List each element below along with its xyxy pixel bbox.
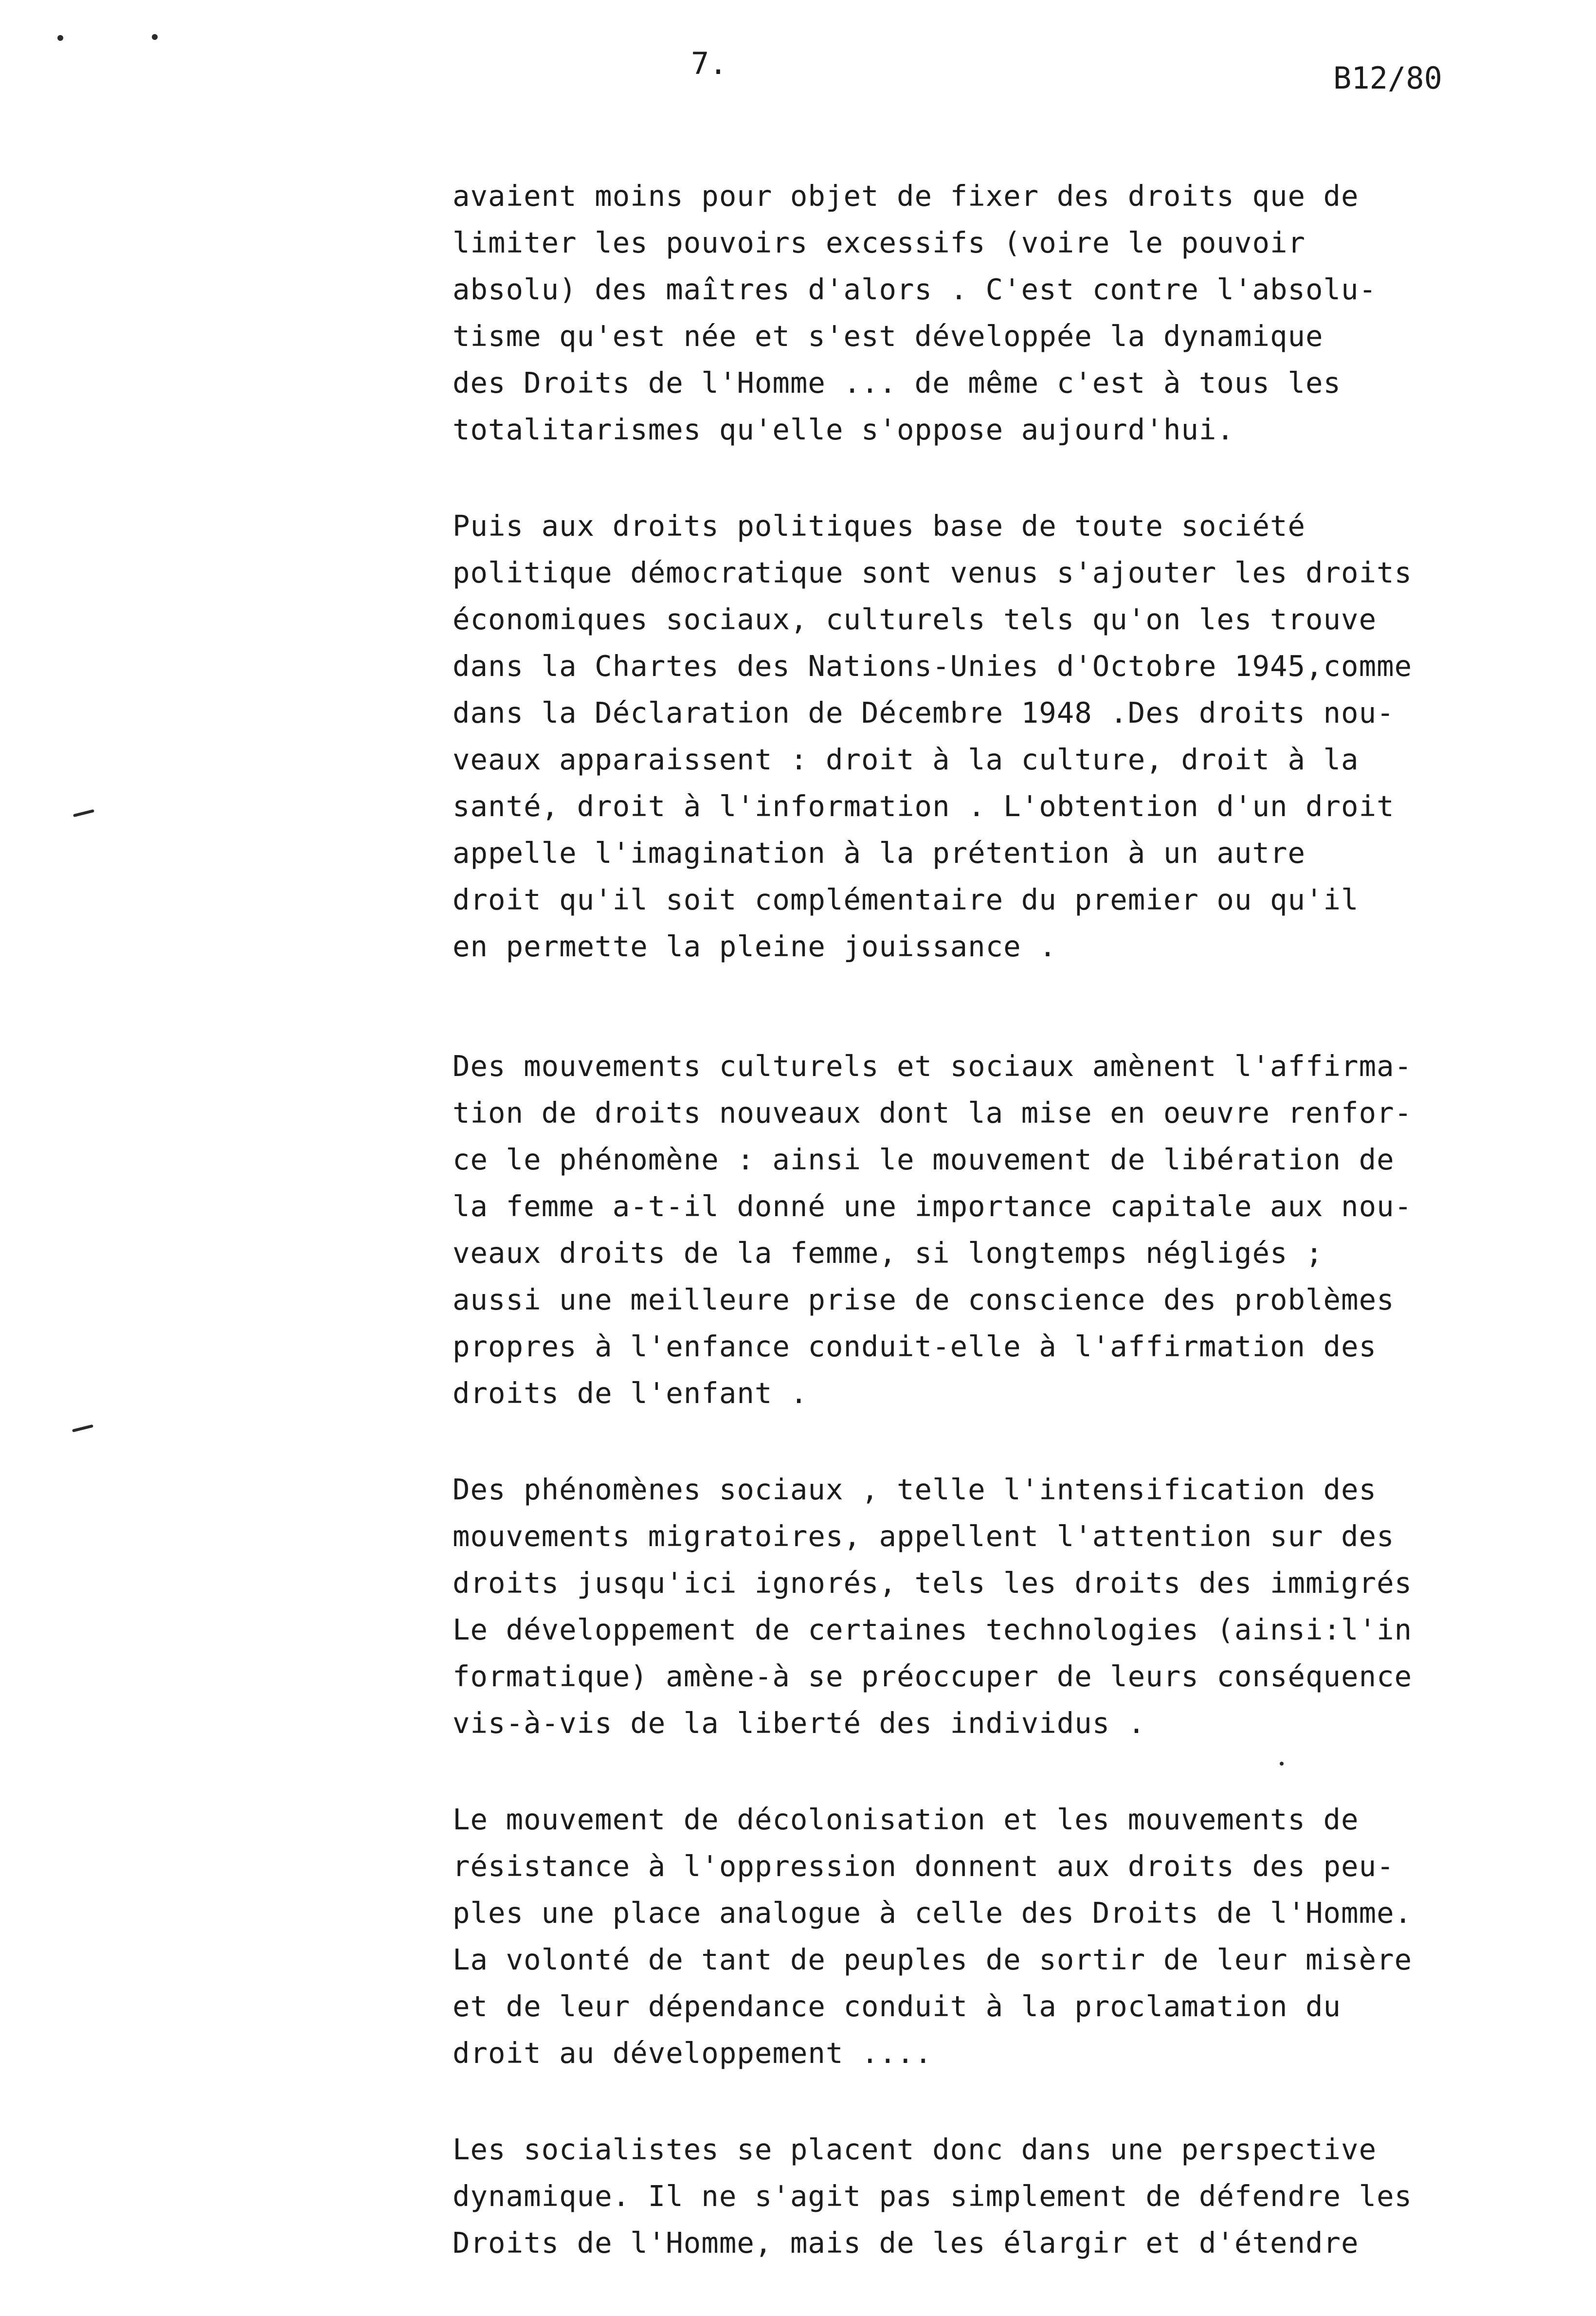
- text-line: aussi une meilleure prise de conscience des problèmes: [453, 1283, 1395, 1316]
- text-line: Les socialistes se placent donc dans une perspective: [453, 2133, 1377, 2166]
- text-line: des Droits de l'Homme ... de même c'est à tous les: [453, 366, 1342, 400]
- paragraph-phenomenes-sociaux: [453, 1466, 1542, 1747]
- text-line: Des mouvements culturels et sociaux amènent l'affirma-: [453, 1049, 1413, 1083]
- text-line: limiter les pouvoirs excessifs (voire le pouvoir: [453, 226, 1306, 259]
- text-line: appelle l'imagination à la prétention à un autre: [453, 836, 1306, 870]
- text-line: droits de l'enfant .: [453, 1376, 808, 1410]
- text-line: résistance à l'oppression donnent aux droits des peu-: [453, 1849, 1395, 1883]
- text-line: dans la Déclaration de Décembre 1948 .Des droits nou-: [453, 696, 1395, 729]
- margin-mark: [72, 1424, 93, 1432]
- text-line: formatique) amène-à se préoccuper de leurs conséquence: [453, 1659, 1413, 1693]
- text-line: tisme qu'est née et s'est développée la dynamique: [453, 319, 1324, 353]
- text-line: droit au développement ....: [453, 2036, 933, 2070]
- paragraph-decolonisation: [453, 1796, 1542, 2077]
- margin-mark: [73, 809, 94, 817]
- paragraph-absolutisme: [453, 173, 1542, 453]
- text-line: Droits de l'Homme, mais de les élargir et d'étendre: [453, 2226, 1359, 2260]
- margin-speck: [57, 35, 63, 41]
- text-line: tion de droits nouveaux dont la mise en oeuvre renfor-: [453, 1096, 1413, 1130]
- paragraph-droits-politiques: [453, 503, 1542, 970]
- page-number: 7.: [691, 46, 727, 81]
- paragraph-mouvements-culturels: [453, 1043, 1542, 1417]
- text-line: économiques sociaux, culturels tels qu'on les trouve: [453, 602, 1377, 636]
- text-line: en permette la pleine jouissance .: [453, 930, 1057, 963]
- text-line: ce le phénomène : ainsi le mouvement de libération de: [453, 1143, 1395, 1176]
- text-line: Puis aux droits politiques base de toute société: [453, 509, 1306, 543]
- text-line: ples une place analogue à celle des Droits de l'Homme.: [453, 1896, 1413, 1930]
- text-line: dynamique. Il ne s'agit pas simplement de défendre les: [453, 2179, 1413, 2213]
- text-line: Des phénomènes sociaux , telle l'intensification des: [453, 1473, 1377, 1506]
- paragraph-socialistes: [453, 2126, 1542, 2266]
- text-line: veaux apparaissent : droit à la culture, droit à la: [453, 743, 1359, 776]
- text-line: la femme a-t-il donné une importance capitale aux nou-: [453, 1189, 1413, 1223]
- text-line: absolu) des maîtres d'alors . C'est contre l'absolu-: [453, 273, 1377, 306]
- text-line: Le développement de certaines technologies (ainsi:l'in: [453, 1613, 1413, 1646]
- text-line: veaux droits de la femme, si longtemps négligés ;: [453, 1236, 1324, 1270]
- text-line: Le mouvement de décolonisation et les mouvements de: [453, 1803, 1359, 1836]
- text-line: avaient moins pour objet de fixer des droits que de: [453, 179, 1359, 213]
- margin-speck: [152, 34, 158, 40]
- text-line: dans la Chartes des Nations-Unies d'Octobre 1945,comme: [453, 649, 1413, 683]
- text-line: La volonté de tant de peuples de sortir de leur misère: [453, 1943, 1413, 1976]
- text-line: mouvements migratoires, appellent l'attention sur des: [453, 1519, 1395, 1553]
- text-line: droit qu'il soit complémentaire du premier ou qu'il: [453, 883, 1359, 916]
- text-line: politique démocratique sont venus s'ajouter les droits: [453, 556, 1413, 589]
- document-reference: B12/80: [1333, 60, 1442, 96]
- body-text: [453, 173, 1542, 2316]
- text-line: propres à l'enfance conduit-elle à l'affirmation des: [453, 1330, 1377, 1363]
- text-line: totalitarismes qu'elle s'oppose aujourd'hui.: [453, 413, 1234, 446]
- text-line: vis-à-vis de la liberté des individus .: [453, 1706, 1146, 1740]
- text-line: droits jusqu'ici ignorés, tels les droits des immigrés: [453, 1566, 1413, 1600]
- text-line: santé, droit à l'information . L'obtention d'un droit: [453, 789, 1395, 823]
- text-line: et de leur dépendance conduit à la proclamation du: [453, 1989, 1342, 2023]
